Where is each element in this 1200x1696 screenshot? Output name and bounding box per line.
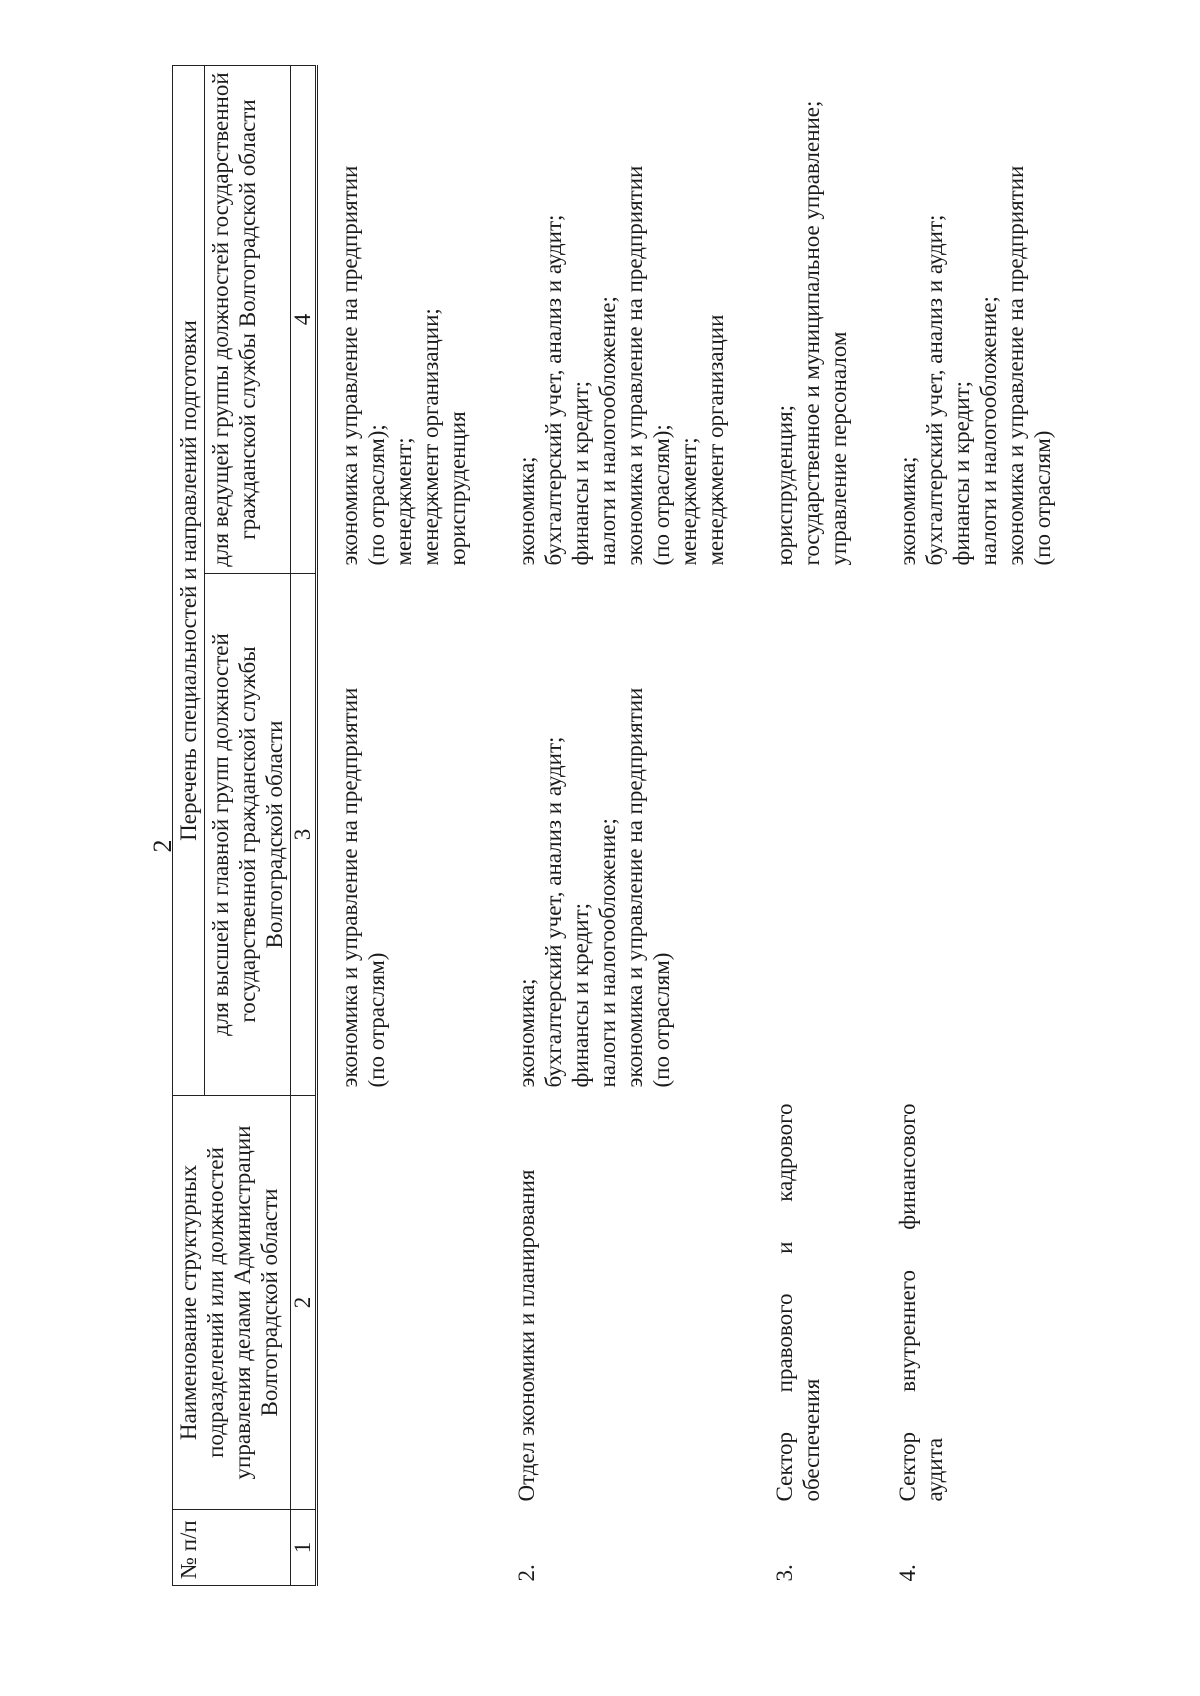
- table-row: [317, 66, 472, 1586]
- row-number: [317, 1510, 472, 1586]
- header-num-3: 3: [291, 574, 317, 1096]
- row-specialties-higher: [317, 574, 472, 1096]
- row-department-name: [317, 1096, 472, 1510]
- header-col-higher-groups: для высшей и главной групп должностей государственной гражданской службы Волгоградской области: [205, 574, 291, 1096]
- specialty-item: экономика и управление на предприятии: [337, 165, 362, 566]
- row-number: 2.: [514, 1564, 539, 1582]
- row-specialties-leading: [729, 66, 852, 574]
- specialty-item: (по отраслям): [364, 952, 389, 1088]
- header-num-1: 1: [291, 1510, 317, 1586]
- specialties-table: [172, 65, 1056, 1586]
- specialty-item: менеджмент организации: [703, 314, 728, 566]
- specialty-item: экономика и управление на предприятии: [622, 687, 647, 1088]
- row-specialties-higher: [471, 574, 729, 1096]
- specialty-item: экономика и управление на предприятии: [337, 687, 362, 1088]
- specialty-item: (по отраслям): [1030, 430, 1055, 566]
- header-num-2: 2: [291, 1096, 317, 1510]
- header-col-name: Наименование структурных подразделений или должностей управления делами Администрации Волгоградской области: [173, 1096, 291, 1510]
- row-specialties-leading: [852, 66, 1056, 574]
- specialty-item: экономика;: [514, 456, 539, 566]
- header-col-number: № п/п: [173, 1510, 291, 1586]
- row-specialties-higher: [729, 574, 852, 1096]
- specialty-item: экономика и управление на предприятии: [622, 165, 647, 566]
- specialty-item: менеджмент;: [391, 437, 416, 566]
- specialty-item: экономика;: [895, 456, 920, 566]
- table-row: [471, 66, 729, 1586]
- specialty-item: бухгалтерский учет, анализ и аудит;: [541, 214, 566, 566]
- specialty-item: управление персоналом: [826, 331, 851, 566]
- row-department-name: Отдел экономики и планирования: [514, 1169, 539, 1502]
- row-number: 3.: [772, 1564, 797, 1582]
- specialty-item: менеджмент организации;: [418, 308, 443, 566]
- row-specialties-leading: [317, 66, 472, 574]
- specialty-item: государственное и муниципальное управление;: [799, 100, 824, 566]
- specialty-item: экономика;: [514, 978, 539, 1088]
- specialty-item: экономика и управление на предприятии: [1003, 165, 1028, 566]
- page-number: 2: [148, 839, 177, 853]
- table-row: [729, 66, 852, 1586]
- specialty-item: менеджмент;: [676, 437, 701, 566]
- specialty-item: бухгалтерский учет, анализ и аудит;: [541, 736, 566, 1088]
- specialty-item: налоги и налогообложение;: [976, 296, 1001, 566]
- specialty-item: финансы и кредит;: [568, 380, 593, 566]
- specialty-item: юриспруденция: [445, 411, 470, 566]
- header-num-4: 4: [291, 66, 317, 574]
- specialty-item: (по отраслям);: [364, 424, 389, 566]
- table-row: [852, 66, 1056, 1586]
- specialty-item: (по отраслям);: [649, 424, 674, 566]
- row-number: 4.: [895, 1564, 920, 1582]
- specialty-item: юриспруденция;: [772, 404, 797, 566]
- row-department-name: Сектор правового и кадрового обеспечения: [772, 1103, 824, 1502]
- specialty-item: финансы и кредит;: [568, 902, 593, 1088]
- specialty-item: финансы и кредит;: [949, 380, 974, 566]
- row-specialties-higher: [852, 574, 1056, 1096]
- specialty-item: (по отраслям): [649, 952, 674, 1088]
- header-col-leading-group: для ведущей группы должностей государственной гражданской службы Волгоградской области: [205, 66, 291, 574]
- row-specialties-leading: [471, 66, 729, 574]
- row-department-name: Сектор внутреннего финансового аудита: [895, 1103, 947, 1502]
- specialty-item: налоги и налогообложение;: [595, 296, 620, 566]
- specialty-item: бухгалтерский учет, анализ и аудит;: [922, 214, 947, 566]
- header-group: Перечень специальностей и направлений подготовки: [173, 66, 205, 1096]
- specialty-item: налоги и налогообложение;: [595, 818, 620, 1088]
